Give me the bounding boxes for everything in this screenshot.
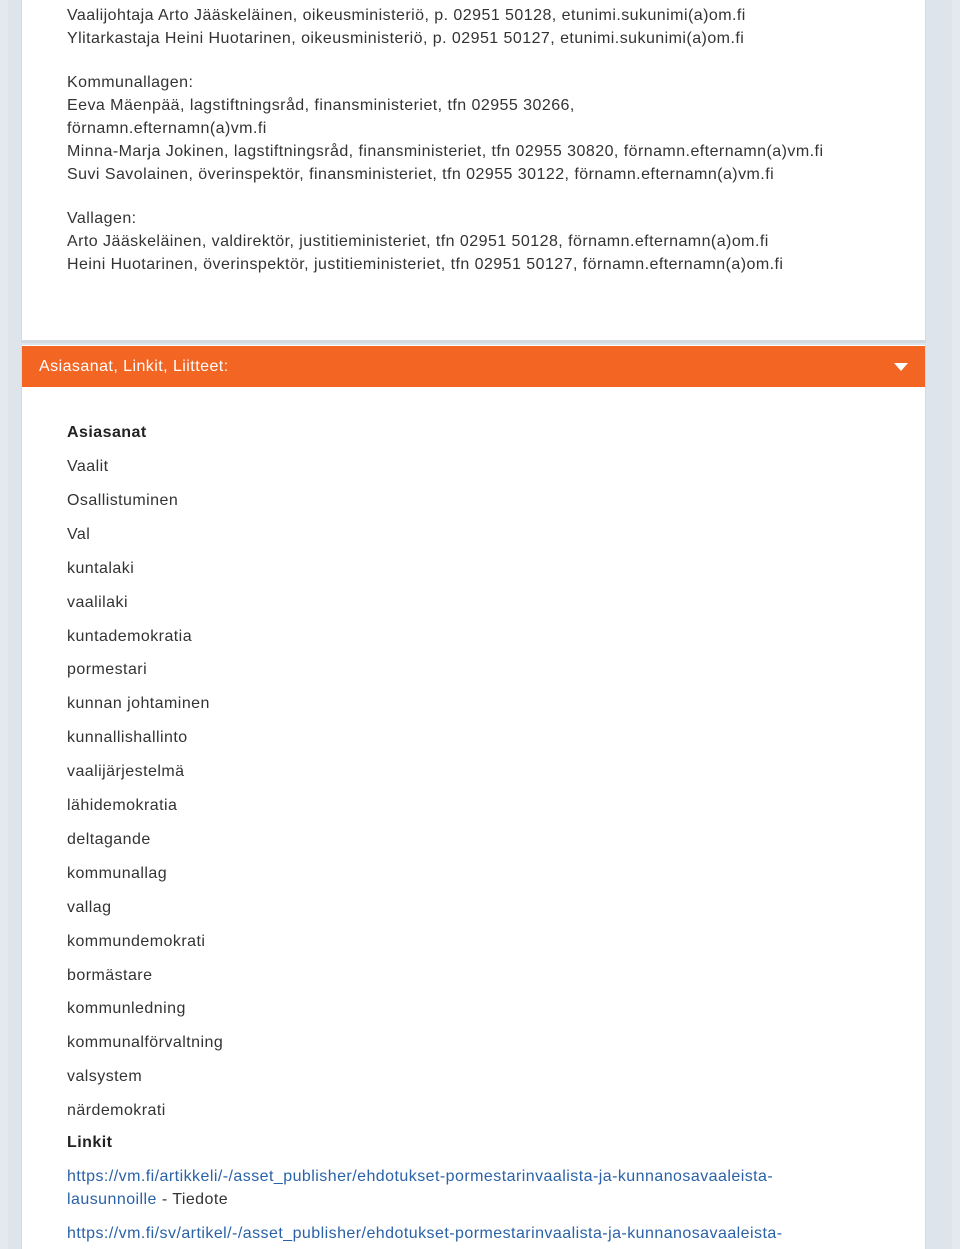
keyword-item: kommundemokrati bbox=[67, 933, 206, 950]
keyword-item: kuntalaki bbox=[67, 560, 135, 577]
keyword-item: Osallistuminen bbox=[67, 492, 179, 509]
contact-vallag-1: Arto Jääskeläinen, valdirektör, justitieministeriet, tfn 02951 50128, förnamn.efternamn(a)om.fi bbox=[67, 233, 769, 250]
keyword-item: Val bbox=[67, 526, 91, 543]
linkit-heading: Linkit bbox=[67, 1134, 113, 1151]
keyword-item: kunnan johtaminen bbox=[67, 695, 210, 712]
keyword-item: närdemokrati bbox=[67, 1102, 166, 1119]
keyword-item: kommunalförvaltning bbox=[67, 1034, 224, 1051]
keyword-item: lähidemokratia bbox=[67, 797, 178, 814]
contact-kommunallag-1-email: förnamn.efternamn(a)vm.fi bbox=[67, 120, 267, 137]
asiasanat-heading: Asiasanat bbox=[67, 424, 147, 441]
keyword-item: kuntademokratia bbox=[67, 628, 193, 645]
keyword-item: Vaalit bbox=[67, 458, 109, 475]
keyword-item: vaalijärjestelmä bbox=[67, 763, 185, 780]
link-1-line2-row bbox=[67, 1189, 228, 1211]
link-2[interactable]: https://vm.fi/sv/artikel/-/asset_publisher/ehdotukset-pormestarinvaalista-ja-kunnanosavaaleista- bbox=[67, 1225, 783, 1242]
accordion-title: Asiasanat, Linkit, Liitteet: bbox=[39, 358, 229, 375]
contact-fi-2: Ylitarkastaja Heini Huotarinen, oikeusministeriö, p. 02951 50127, etunimi.sukunimi(a)om.fi bbox=[67, 30, 745, 47]
link-1[interactable]: https://vm.fi/artikkeli/-/asset_publisher/ehdotukset-pormestarinvaalista-ja-kunnanosavaaleista- bbox=[67, 1168, 774, 1185]
kommunallagen-heading: Kommunallagen: bbox=[67, 74, 194, 91]
link-1-suffix: - Tiedote bbox=[156, 1191, 229, 1208]
keyword-item: valsystem bbox=[67, 1068, 143, 1085]
contact-kommunallag-2: Minna-Marja Jokinen, lagstiftningsråd, finansministeriet, tfn 02955 30820, förnamn.efternamn(a)vm.fi bbox=[67, 143, 824, 160]
keyword-item: deltagande bbox=[67, 831, 151, 848]
keyword-item: kommunallag bbox=[67, 865, 168, 882]
keyword-item: pormestari bbox=[67, 661, 148, 678]
contact-kommunallag-3: Suvi Savolainen, överinspektör, finansministeriet, tfn 02955 30122, förnamn.efternamn(a)vm.fi bbox=[67, 166, 775, 183]
contact-vallag-2: Heini Huotarinen, överinspektör, justitieministeriet, tfn 02951 50127, förnamn.efternamn(a)om.fi bbox=[67, 256, 784, 273]
contact-fi-1: Vaalijohtaja Arto Jääskeläinen, oikeusministeriö, p. 02951 50128, etunimi.sukunimi(a)om.fi bbox=[67, 7, 746, 24]
keyword-item: bormästare bbox=[67, 967, 153, 984]
vallagen-heading: Vallagen: bbox=[67, 210, 137, 227]
keyword-item: kunnallishallinto bbox=[67, 729, 188, 746]
contact-kommunallag-1: Eeva Mäenpää, lagstiftningsråd, finansministeriet, tfn 02955 30266, bbox=[67, 97, 575, 114]
keyword-item: vallag bbox=[67, 899, 112, 916]
keyword-item: kommunledning bbox=[67, 1000, 186, 1017]
keyword-item: vaalilaki bbox=[67, 594, 128, 611]
caret-down-icon[interactable] bbox=[894, 363, 908, 371]
link-1-continued[interactable]: lausunnoille bbox=[67, 1191, 157, 1208]
accordion-header[interactable] bbox=[22, 346, 925, 387]
